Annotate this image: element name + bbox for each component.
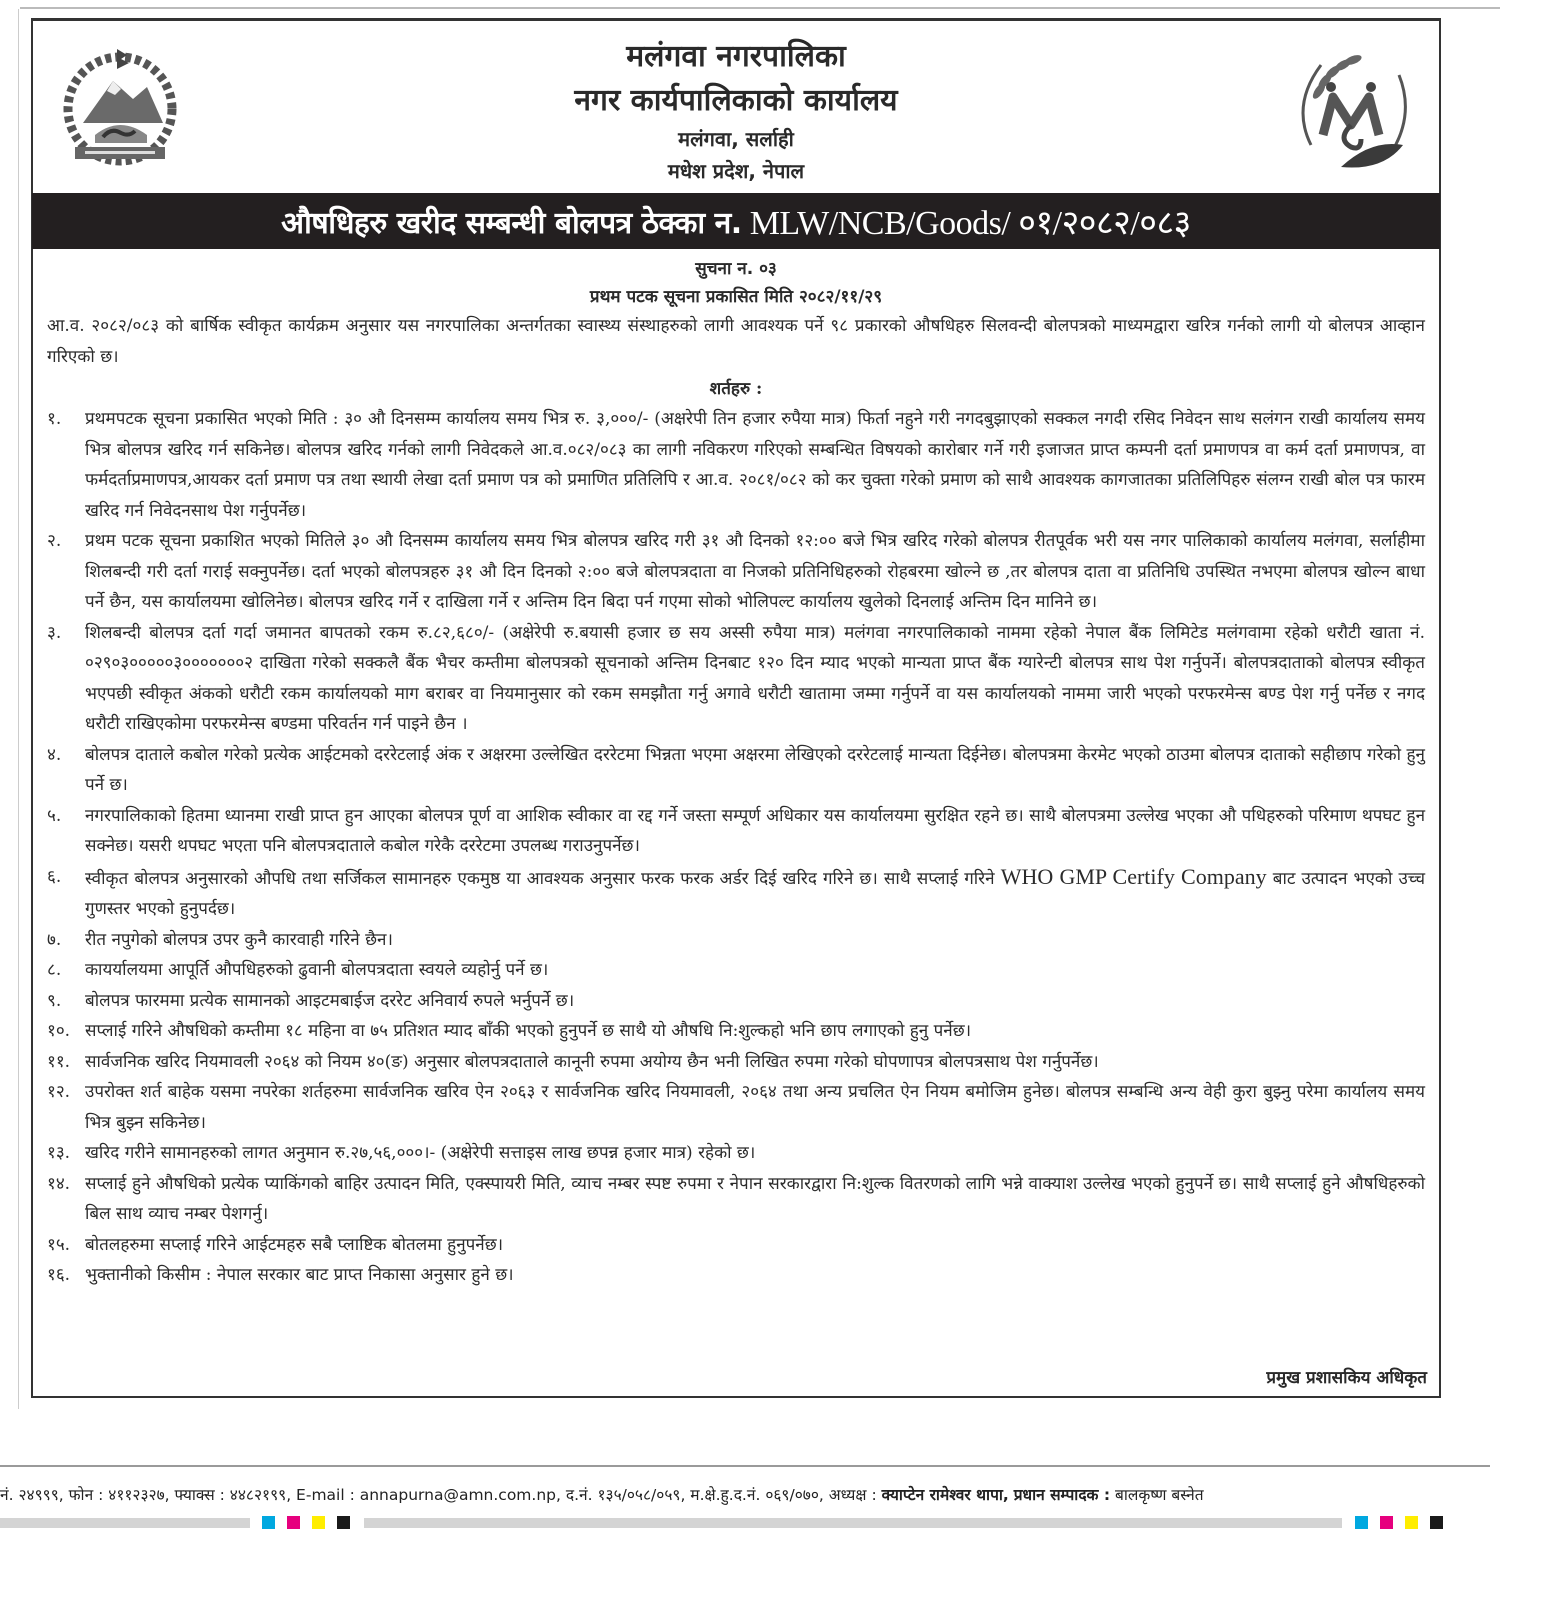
condition-text: खरिद गरीने सामानहरुको लागत अनुमान रु.२७,५६,०००।- (अक्षेरेपी सत्ताइस लाख छपन्न हजार मात्र) रहेको छ। xyxy=(85,1143,756,1163)
condition-number: ६. xyxy=(47,866,62,887)
condition-number: ३. xyxy=(47,622,62,643)
intro-paragraph: आ.व. २०८२/०८३ को बार्षिक स्वीकृत कार्यक्रम अनुसार यस नगरपालिका अन्तर्गतका स्वास्थ्य संस्थाहरुको लागी आवश्यक पर्ने ९८ प्रकारको औषधिहरु सिलवन्दी बोलपत्रको माध्यमद्वारा खरित्र गर्नको लागी यो बोलपत्र आव्हान गरिएको छ। xyxy=(47,316,1425,367)
footer-chairman: क्याप्टेन रामेश्वर थापा, xyxy=(881,1486,1009,1504)
condition-text: बोतलहरुमा सप्लाई गरिने आईटमहरु सबै प्लाष्टिक बोतलमा हुनुपर्नेछ। xyxy=(85,1234,504,1255)
print-bar-mid xyxy=(364,1518,1342,1528)
yellow-swatch xyxy=(312,1516,325,1529)
condition-item xyxy=(47,986,1425,1017)
office-location: मलंगवा, सर्लाही xyxy=(678,127,794,151)
signatory-title: प्रमुख प्रशासकिय अधिकृत xyxy=(1266,1368,1427,1388)
condition-item xyxy=(47,1138,1425,1169)
tender-title-bar xyxy=(32,193,1440,249)
condition-number: ४. xyxy=(47,744,62,765)
condition-text: प्रथम पटक सूचना प्रकाशित भएको मितिले ३० औ दिनसम्म कार्यालय समय भित्र बोलपत्र खरिद गरी ३१ औ दिनको १२:०० बजे भित्र खरिद गरेको बोलपत्र रीतपूर्वक भरी यस नगर पालिकाको कार्यालय मलंगवा, सर्लाहीमा शिलबन्दी गरी दर्ता गराई सक्नुपर्नेछ। दर्ता भएको बोलपत्रहरु ३१ औ दिन दिनको २:०० बजे बोलपत्रदाता वा निजको प्रतिनिधिहरुको रोहबरमा खोल्ने छ ,तर बोलपत्र दाता वा प्रतिनिधि उपस्थित नभएमा बोलपत्र खोल्न बाधा पर्ने छैन, यस कार्यालयमा खोलिनेछ। बोलपत्र खरिद गर्ने र दाखिला गर्ने र अन्तिम दिन बिदा पर्न गएमा सोको भोलिपल्ट कार्यालय खुलेको दिनलाई अन्तिम दिन मानिने छ। xyxy=(85,531,1425,612)
condition-item xyxy=(47,1230,1425,1261)
condition-number: ५. xyxy=(47,805,62,826)
condition-text: कायर्यालयमा आपूर्ति औपधिहरुको ढुवानी बोलपत्रदाता स्वयले व्यहोर्नु पर्ने छ। xyxy=(85,960,549,980)
footer-editor: बालकृष्ण बस्नेत xyxy=(1115,1486,1204,1504)
yellow-swatch xyxy=(1405,1516,1418,1529)
black-swatch xyxy=(1430,1516,1443,1529)
contract-number: MLW/NCB/Goods/ ०१/२०८२/०८३ xyxy=(749,205,1191,242)
black-swatch xyxy=(337,1516,350,1529)
first-published-date: प्रथम पटक सूचना प्रकासित मिति २०८२/११/२९ xyxy=(589,287,883,307)
top-rule xyxy=(20,7,1500,9)
condition-number: १०. xyxy=(47,1021,71,1041)
condition-text: बोलपत्र दाताले कबोल गरेको प्रत्येक आईटमको दररेटलाई अंक र अक्षरमा उल्लेखित दररेटमा भिन्नता भएमा अक्षरमा लेखिएको दररेटलाई मान्यता दिईनेछ। बोलपत्रमा केरमेट भएको ठाउमा बोलपत्र दाताको सहीछाप गरेको हुनु पर्ने छ। xyxy=(85,744,1425,795)
condition-text: प्रथमपटक सूचना प्रकासित भएको मिति : ३० औ दिनसम्म कार्यालय समय भित्र रु. ३,०००/- (अक्षरेपी तिन हजार रुपैया मात्र) फिर्ता नहुने गरी नगदबुझाएको सक्कल नगदी रसिद निवेदन साथ सलंगन राखी कार्यालय समय भित्र बोलपत्र खरिद गर्न सकिनेछ। बोलपत्र खरिद गर्नको लागी निवेदकले आ.व.०८२/०८३ का लागी नविकरण गरिएको सम्बन्धित विषयको कारोबार गर्ने गरी इजाजत प्राप्त कम्पनी दर्ता प्रमाणपत्र वा कर्म दर्ता प्रमाणपत्र, वा फर्मदर्ताप्रमाणपत्र,आयकर दर्ता प्रमाण पत्र तथा स्थायी लेखा दर्ता प्रमाण पत्र को प्रमाणित प्रतिलिपि र आ.व. २०८१/०८२ को कर चुक्ता गरेको प्रमाण को साथै आवश्यक कागजातका प्रतिलिपिहरु संलग्न राखी बोल पत्र फारम खरिद गर्न निवेदनसाथ पेश गर्नुपर्नेछ। xyxy=(85,409,1425,521)
newspaper-footer xyxy=(0,1483,1400,1505)
condition-item xyxy=(47,1016,1425,1047)
condition-item xyxy=(47,1169,1425,1230)
condition-text: सप्लाई हुने औषधिको प्रत्येक प्याकिंगको बाहिर उत्पादन मिति, एक्स्पायरी मिति, व्याच नम्बर स्पष्ट रुपमा र नेपान सरकारद्वारा नि:शुल्क वितरणको लागि भन्ने वाक्याश उल्लेख भएको हुनुपर्ने छ। साथै सप्लाई हुने औषधिहरुको बिल साथ व्याच नम्बर पेशगर्नु। xyxy=(85,1173,1425,1224)
condition-text: सार्वजनिक खरिद नियमावली २०६४ को नियम ४०(ङ) अनुसार बोलपत्रदाताले कानूनी रुपमा अयोग्य छैन भनी लिखित रुपमा गरेको घोपणापत्र बोलपत्रसाथ पेश गर्नुपर्नेछ। xyxy=(85,1051,1099,1072)
office-heading xyxy=(33,35,1439,187)
office-name: नगर कार्यपालिकाको कार्यालय xyxy=(574,83,898,118)
magenta-swatch xyxy=(287,1516,300,1529)
condition-item xyxy=(47,1077,1425,1138)
notice-body xyxy=(33,311,1439,1291)
condition-text: बोलपत्र फारममा प्रत्येक सामानको आइटमबाईज दररेट अनिवार्य रुपले भर्नुपर्ने छ। xyxy=(85,990,575,1011)
notice-header xyxy=(33,21,1439,193)
condition-text-wrap xyxy=(85,862,1425,925)
condition-item xyxy=(47,925,1425,956)
condition-text-cont: बाट उत्पादन भएको उच्च गुणस्तर भएको हुनुपर्दछ। xyxy=(85,868,1426,919)
condition-number: ११. xyxy=(47,1051,71,1072)
condition-item xyxy=(47,862,1425,925)
office-province: मधेश प्रदेश, नेपाल xyxy=(667,159,805,183)
condition-text: शिलबन्दी बोलपत्र दर्ता गर्दा जमानत बापतको रकम रु.८२,६८०/- (अक्षेरेपी रु.बयासी हजार छ सय अस्सी रुपैया मात्र) मलंगवा नगरपालिकाको नाममा रहेको नेपाल बैंक लिमिटेड मलंगवामा रहेको धरौटी खाता नं. ०२९०३०००००३०००००००२ दाखिता गरेको सक्कलै बैंक भैचर कम्तीमा बोलपत्रको सूचनाको अन्तिम दिनबाट १२० दिन म्याद भएको मान्यता प्राप्त बैंक ग्यारेन्टी बोलपत्र साथ पेश गर्नुपर्ने। बोलपत्रदाताको बोलपत्र स्वीकृत भएपछी स्वीकृत अंकको धरौटी रकम कार्यालयको माग बराबर वा नियमानुसार को रकम समझौता गर्नु अगावे धरौटी खातामा जम्मा गर्नुपर्ने वा यस कार्यालयको नाममा जारी भएको परफरमेन्स बण्ड पेश गर्नु पर्नेछ र नगद धरौटी राखिएकोमा परफरमेन्स बण्डमा परिवर्तन गर्न पाइने छैन । xyxy=(85,622,1425,734)
footer-rule xyxy=(0,1465,1490,1467)
left-rule xyxy=(18,9,19,1409)
condition-item xyxy=(47,618,1425,740)
condition-number: १४. xyxy=(47,1173,71,1194)
condition-number: १५. xyxy=(47,1234,71,1255)
condition-text: भुक्तानीको किसीम : नेपाल सरकार बाट प्राप्त निकासा अनुसार हुने छ। xyxy=(85,1265,514,1285)
tender-notice xyxy=(31,18,1441,1398)
condition-text: स्वीकृत बोलपत्र अनुसारको औपधि तथा सर्जिकल सामानहरु एकमुष्ठ या आवश्यक अनुसार फरक फरक अर्डर दिई खरिद गरिने छ। साथै सप्लाई गरिने xyxy=(85,868,995,889)
conditions-heading: शर्तहरु : xyxy=(709,379,763,399)
condition-number: ९. xyxy=(47,990,62,1011)
condition-item xyxy=(47,801,1425,862)
condition-text: सप्लाई गरिने औषधिको कम्तीमा १८ महिना वा ७५ प्रतिशत म्याद बाँकी भएको हुनुपर्ने छ साथै यो औषधि नि:शुल्कहो भनि छाप लगाएको हुनु पर्नेछ। xyxy=(85,1021,972,1041)
condition-item xyxy=(47,1047,1425,1078)
condition-text: उपरोक्त शर्त बाहेक यसमा नपरेका शर्तहरुमा सार्वजनिक खरिव ऐन २०६३ र सार्वजनिक खरिद नियमावली, २०६४ तथा अन्य प्रचलित ऐन नियम बमोजिम हुनेछ। बोलपत्र सम्बन्धि अन्य वेही कुरा बुझ्नु परेमा कार्यालय समय भित्र बुझ्न सकिनेछ। xyxy=(85,1082,1425,1133)
condition-number: १६. xyxy=(47,1265,71,1285)
tender-title: औषधिहरु खरीद सम्बन्धी बोलपत्र ठेक्का न. xyxy=(281,205,742,241)
condition-item xyxy=(47,526,1425,618)
condition-number: ७. xyxy=(47,929,62,950)
print-bar-left xyxy=(0,1518,250,1528)
condition-item xyxy=(47,1260,1425,1291)
who-gmp-text: WHO GMP Certify Company xyxy=(1000,863,1267,889)
footer-editor-label: प्रधान सम्पादक : xyxy=(1013,1486,1111,1504)
condition-item xyxy=(47,404,1425,526)
condition-number: २. xyxy=(47,531,62,551)
magenta-swatch xyxy=(1380,1516,1393,1529)
condition-number: १. xyxy=(47,409,62,429)
condition-text: रीत नपुगेको बोलपत्र उपर कुनै कारवाही गरिने छैन। xyxy=(85,929,393,950)
footer-contact: नं. २४९९९, फोन : ४११२३२७, फ्याक्स : ४४८२१९९, E-mail : annapurna@amn.com.np, द.नं. १३५/०५८/०५९, म.क्षे.हु.द.नं. ०६९/०७०, अध्यक्ष : xyxy=(0,1486,877,1504)
condition-item xyxy=(47,955,1425,986)
notice-number: सुचना न. ०३ xyxy=(695,259,777,279)
municipality-logo-icon xyxy=(1291,45,1409,173)
cyan-swatch xyxy=(262,1516,275,1529)
condition-item xyxy=(47,740,1425,801)
condition-number: १३. xyxy=(47,1143,71,1163)
cyan-swatch xyxy=(1355,1516,1368,1529)
condition-number: १२. xyxy=(47,1082,71,1102)
municipality-name: मलंगवा नगरपालिका xyxy=(626,39,846,74)
condition-text: नगरपालिकाको हितमा ध्यानमा राखी प्राप्त हुन आएका बोलपत्र पूर्ण वा आशिक स्वीकार वा रद्द गर्ने जस्ता सम्पूर्ण अधिकार यस कार्यालयमा सुरक्षित रहने छ। साथै बोलपत्रमा उल्लेख भएका औ पधिहरुको परिमाण थपघट हुन सक्नेछ। यसरी थपघट भएता पनि बोलपत्रदाताले कबोल गरेकै दररेटमा उपलब्ध गराउनुपर्नेछ। xyxy=(85,805,1425,856)
condition-number: ८. xyxy=(47,960,62,980)
